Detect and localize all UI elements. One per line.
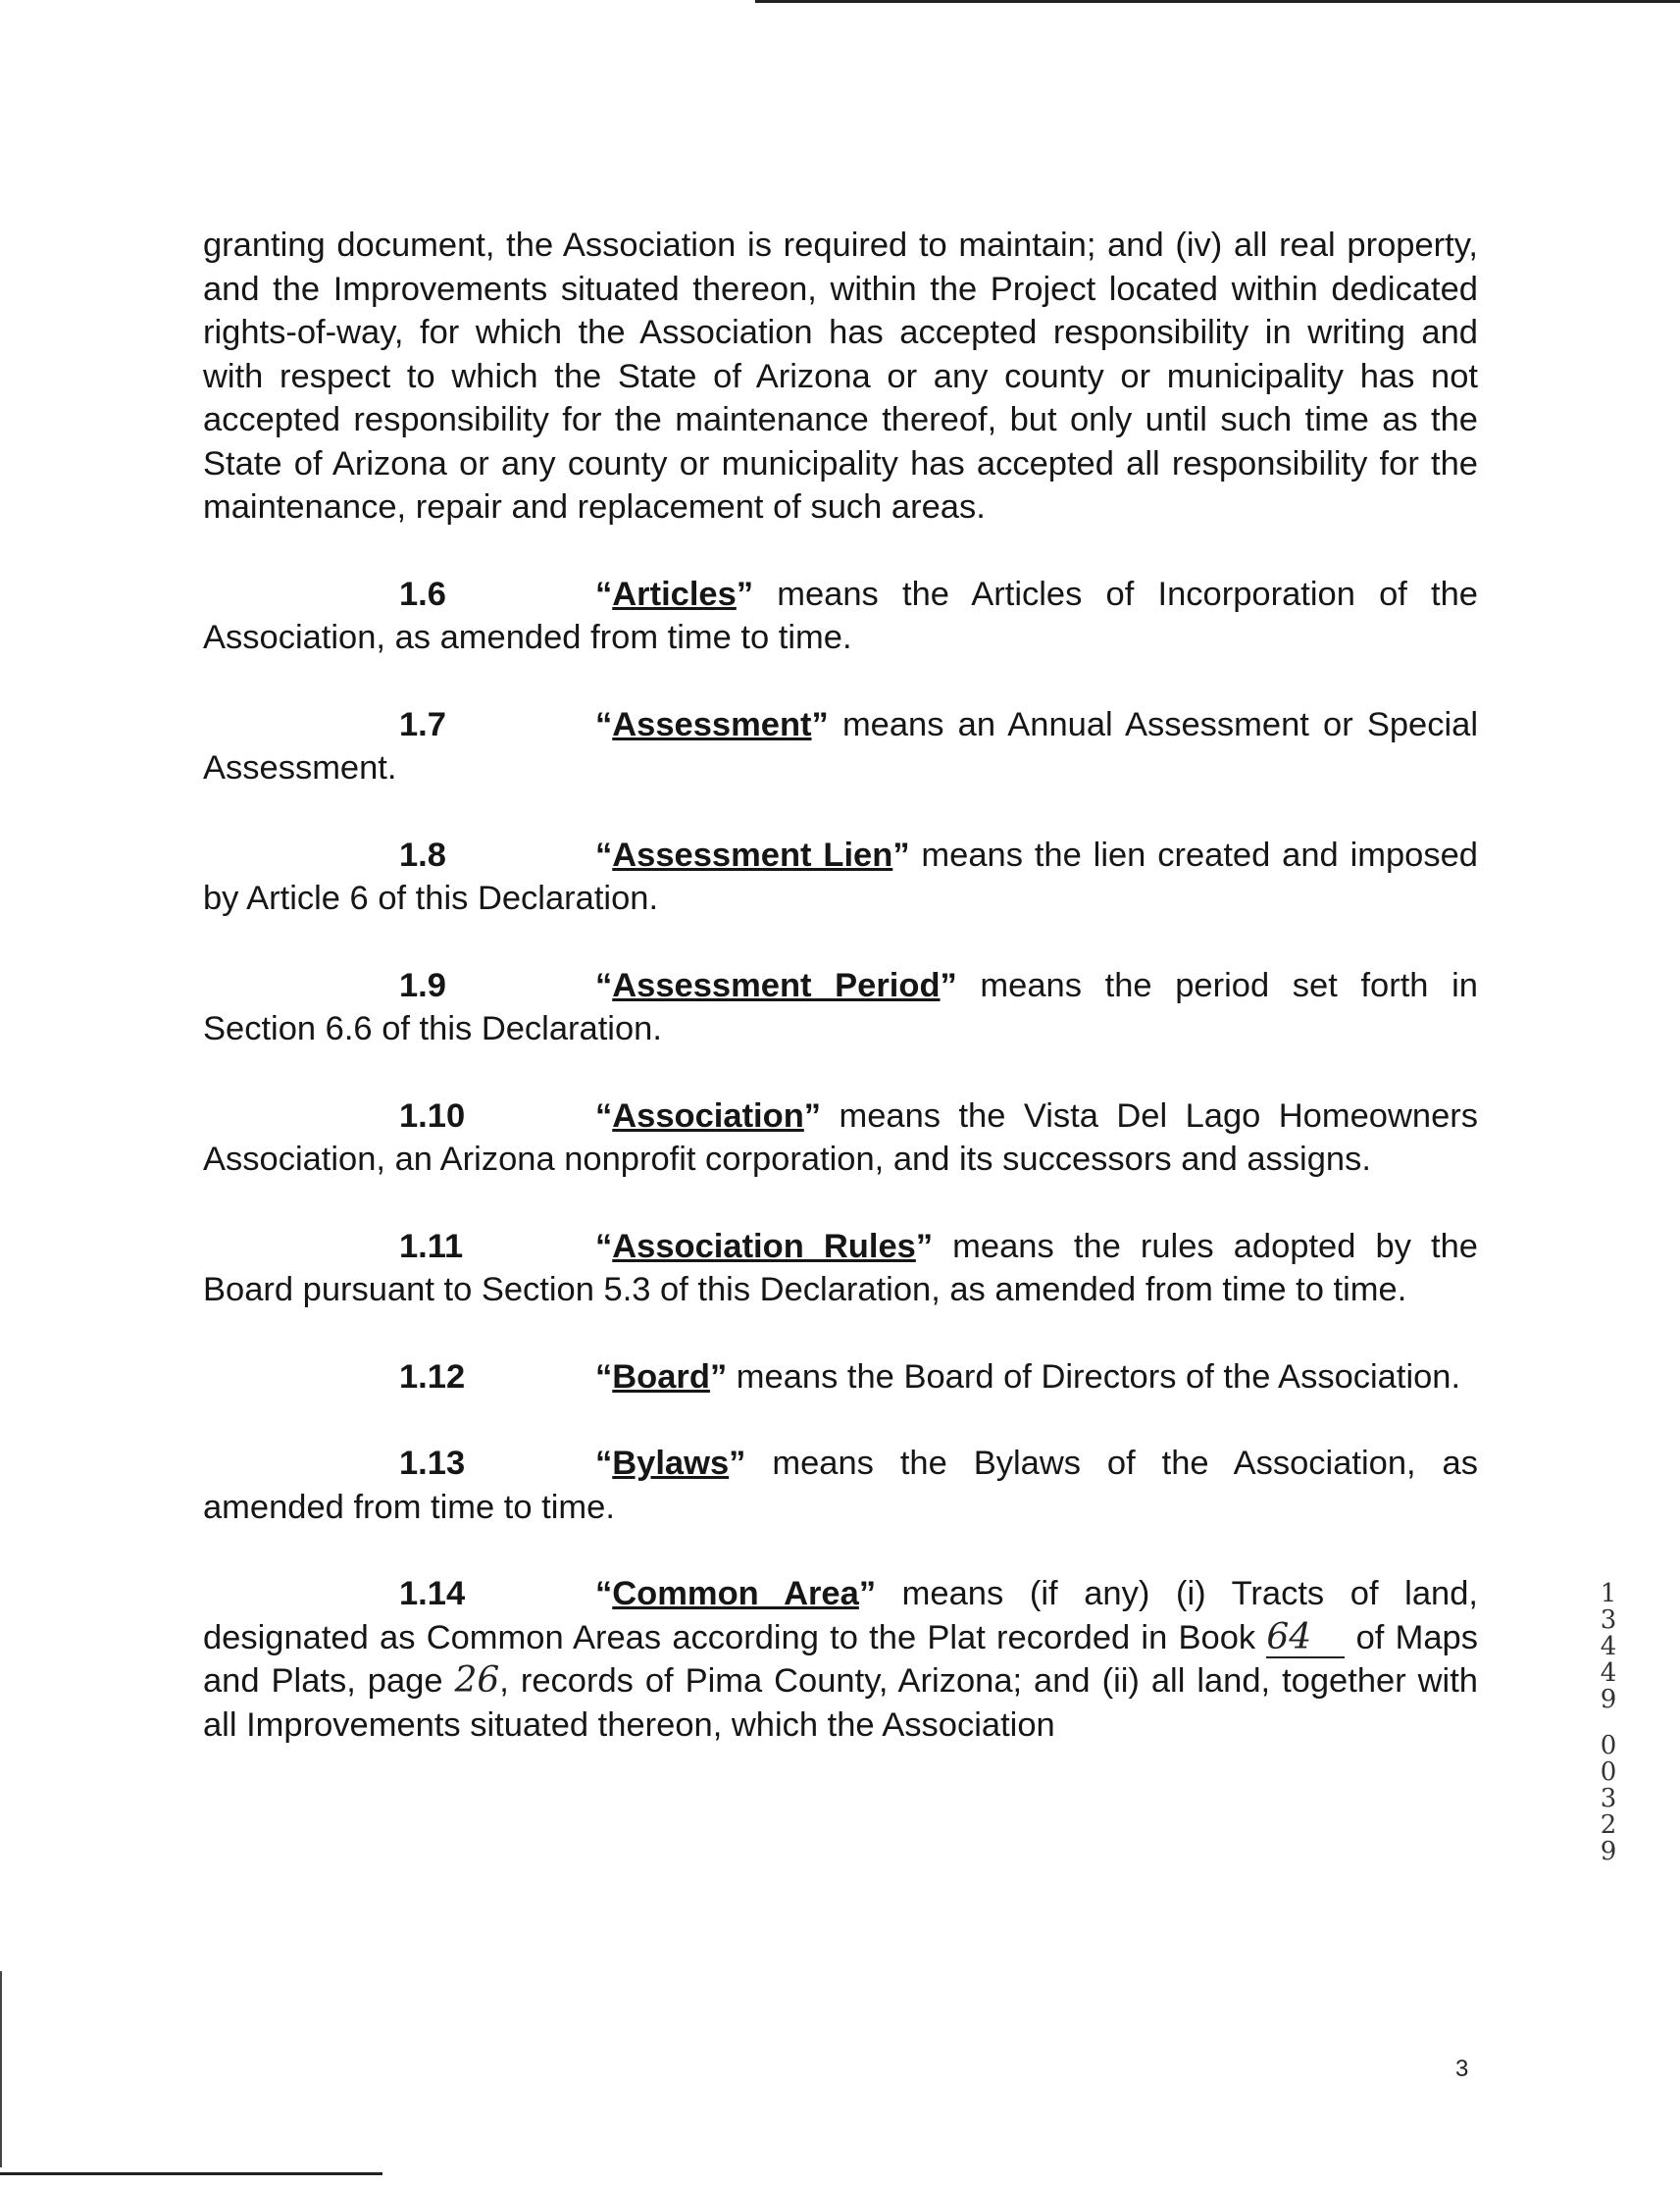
definition-text: means the period set forth in Section 6.6 of this Declaration.: [203, 966, 1478, 1047]
definition-paragraph: [203, 573, 1478, 660]
page-body: [203, 224, 1478, 1747]
definition-text: means the lien created and imposed by Article 6 of this Declaration.: [203, 836, 1478, 917]
recording-digit: 9: [1600, 1685, 1617, 1714]
term-wrapper: [595, 1228, 933, 1265]
definition-paragraph: [203, 703, 1478, 790]
open-quote: “: [595, 1227, 613, 1265]
definition-paragraph: [203, 964, 1478, 1051]
definition-section-1-14: [203, 1572, 1478, 1747]
defined-term: Assessment: [612, 705, 812, 743]
recording-digit: 1: [1600, 1579, 1617, 1608]
open-quote: “: [595, 1096, 613, 1135]
page-number: 3: [1455, 2056, 1469, 2082]
definition-section: [203, 1442, 1478, 1529]
open-quote: “: [595, 1575, 613, 1612]
close-quote: ”: [858, 1575, 877, 1612]
definition-text: means the Vista Del Lago Homeowners Association, an Arizona nonprofit corporation, and its successors and assigns.: [203, 1096, 1478, 1178]
handwritten-page-number: 26: [454, 1660, 500, 1701]
open-quote: “: [595, 1357, 613, 1396]
open-quote: “: [595, 836, 613, 874]
recording-digit: 0: [1600, 1757, 1617, 1787]
term-wrapper: [595, 1445, 745, 1482]
recording-digit: 0: [1600, 1731, 1617, 1760]
open-quote: “: [595, 1445, 613, 1482]
definition-text: means the Articles of Incorporation of the Association, as amended from time to time.: [203, 575, 1478, 656]
section-number: 1.11: [399, 1227, 464, 1265]
scan-edge-top: [755, 0, 1680, 3]
close-quote: ”: [915, 1227, 934, 1265]
recording-number-top: [1601, 1581, 1617, 1713]
definition-section: [203, 1225, 1478, 1312]
close-quote: ”: [803, 1096, 822, 1135]
defined-term: Common Area: [612, 1575, 859, 1612]
section-number: 1.8: [399, 836, 446, 874]
close-quote: ”: [892, 836, 910, 874]
scan-edge-bottom: [0, 2172, 382, 2175]
definition-paragraph: [203, 1094, 1478, 1182]
definition-paragraph: [203, 1442, 1478, 1529]
recording-digit: 9: [1600, 1837, 1617, 1866]
open-quote: “: [595, 575, 613, 613]
scan-edge-left: [0, 1971, 2, 2167]
close-quote: ”: [709, 1357, 728, 1396]
recording-digit: 3: [1600, 1605, 1617, 1635]
term-wrapper: [595, 1575, 876, 1612]
intro-paragraph: granting document, the Association is required to maintain; and (iv) all real property, and the Improvements situated thereon, within the Project located within dedicated rights-of-way, for which the Association has accepted responsibility in writing and with respect to which the State of Arizona or any county or municipality has not accepted responsibility for the maintenance thereof, but only until such time as the State of Arizona or any county or municipality has accepted all responsibility for the maintenance, repair and replacement of such areas.: [203, 227, 1478, 526]
definition-paragraph: [203, 834, 1478, 921]
handwritten-book-number: 64: [1266, 1619, 1345, 1658]
close-quote: ”: [729, 1445, 746, 1482]
section-number: 1.14: [399, 1575, 466, 1612]
recording-number-bottom: [1601, 1733, 1617, 1865]
term-wrapper: [595, 706, 829, 743]
definition-section: [203, 1355, 1478, 1399]
definition-paragraph: [203, 1572, 1478, 1747]
section-number: 1.6: [399, 575, 446, 613]
definition-section: [203, 573, 1478, 660]
definition-section: [203, 834, 1478, 921]
recording-digit: 2: [1600, 1810, 1617, 1840]
definition-text-part3: , records of Pima County, Arizona; and (ii) all land, together with all Improvements situated thereon, which the Association: [203, 1662, 1478, 1744]
recording-digit: 3: [1600, 1784, 1617, 1813]
defined-term: Articles: [612, 575, 737, 613]
defined-term: Assessment Lien: [612, 836, 893, 874]
open-quote: “: [595, 705, 613, 743]
definitions-list: [203, 573, 1478, 1530]
definition-paragraph: [203, 1355, 1478, 1399]
definition-text-part1: means (if any) (i) Tracts of land, designated as Common Areas according to the Plat recorded in Book: [203, 1575, 1478, 1656]
recording-number-stamp: [1594, 1581, 1623, 1865]
defined-term: Bylaws: [612, 1445, 730, 1482]
defined-term: Board: [612, 1357, 710, 1396]
recording-digit: 4: [1600, 1632, 1617, 1661]
term-wrapper: [595, 1097, 821, 1135]
definition-section: [203, 1094, 1478, 1182]
term-wrapper: [595, 1358, 727, 1396]
definition-section: [203, 964, 1478, 1051]
definition-text: means an Annual Assessment or Special Assessment.: [203, 705, 1478, 787]
term-wrapper: [595, 837, 910, 874]
term-wrapper: [595, 967, 957, 1004]
definition-text-part2: of Maps and Plats, page: [203, 1618, 1478, 1700]
section-number: 1.10: [399, 1096, 466, 1135]
defined-term: Association: [612, 1096, 804, 1135]
close-quote: ”: [940, 966, 957, 1004]
section-number: 1.12: [399, 1357, 466, 1396]
close-quote: ”: [736, 575, 754, 613]
defined-term: Association Rules: [612, 1227, 916, 1265]
definition-section: [203, 703, 1478, 790]
definition-text: means the rules adopted by the Board pursuant to Section 5.3 of this Declaration, as amended from time to time.: [203, 1227, 1478, 1308]
definition-text: means the Bylaws of the Association, as amended from time to time.: [203, 1445, 1478, 1526]
section-number: 1.7: [399, 705, 446, 743]
definition-text: means the Board of Directors of the Association.: [727, 1357, 1461, 1396]
defined-term: Assessment Period: [612, 966, 941, 1004]
definition-paragraph: [203, 1225, 1478, 1312]
recording-digit: 4: [1600, 1658, 1617, 1688]
close-quote: ”: [811, 705, 829, 743]
term-wrapper: [595, 576, 753, 613]
open-quote: “: [595, 966, 613, 1004]
section-number: 1.9: [399, 966, 446, 1004]
section-number: 1.13: [399, 1445, 466, 1482]
